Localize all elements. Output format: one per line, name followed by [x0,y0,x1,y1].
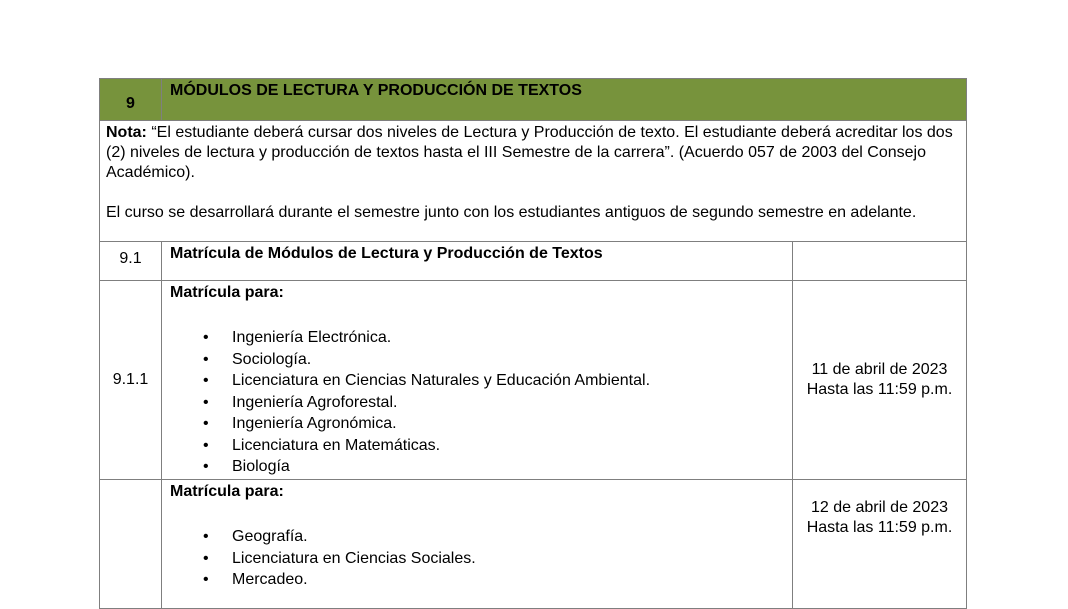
row-title: Matrícula de Módulos de Lectura y Producción de Textos [162,242,793,281]
schedule-table [99,78,967,609]
list-item: • Geografía. [170,526,784,548]
table-row [100,242,967,281]
bullet-icon: • [203,458,209,475]
bullet-icon: • [203,350,209,368]
deadline-line: Hasta las 11:59 p.m. [806,519,953,536]
enrollment-label: Matrícula para: [170,483,284,500]
row-number [100,480,162,609]
row-content [162,480,793,609]
note-row [100,121,967,242]
bullet-icon: • [203,415,209,432]
bullet-icon: • [203,528,209,545]
deadline-line: Hasta las 11:59 p.m. [806,381,953,398]
program-list [170,327,784,478]
table-row [100,281,967,480]
note-cell [100,121,967,242]
list-item: • Licenciatura en Ciencias Naturales y Educación Ambiental. [170,370,784,392]
bullet-icon: • [203,571,209,588]
section-header-row [100,79,967,121]
note-text: “El estudiante deberá cursar dos niveles de Lectura y Producción de texto. El estudiante deberá acreditar los dos (2) niveles de lectura y producción de textos hasta el III Semestre de la carrera”. (Acuerdo 057 de 2003 del Consejo Académico). [106,124,953,181]
enrollment-label: Matrícula para: [170,284,284,301]
row-date [793,281,967,480]
list-item: • Licenciatura en Matemáticas. [170,435,784,457]
table-row [100,480,967,609]
row-date [793,242,967,281]
program-list [170,526,784,591]
bullet-icon: • [203,372,209,389]
note-paragraph-2: El curso se desarrollará durante el semestre junto con los estudiantes antiguos de segundo semestre en adelante. [106,204,917,221]
row-number: 9.1 [100,242,162,281]
list-item: • Mercadeo. [170,569,784,591]
section-title: MÓDULOS DE LECTURA Y PRODUCCIÓN DE TEXTOS [162,79,967,121]
note-paragraph [106,123,960,183]
row-date [793,480,967,609]
bullet-icon: • [203,393,209,411]
list-item: • Licenciatura en Ciencias Sociales. [170,548,784,570]
list-item: • Biología [170,456,784,478]
row-content [162,281,793,480]
date-line: 11 de abril de 2023 [811,361,948,378]
bullet-icon: • [203,549,209,567]
date-line: 12 de abril de 2023 [811,499,948,516]
row-number: 9.1.1 [100,281,162,480]
bullet-icon: • [203,436,209,454]
note-label: Nota: [106,124,147,141]
list-item: • Sociología. [170,349,784,371]
section-number: 9 [100,79,162,121]
list-item: • Ingeniería Agronómica. [170,413,784,435]
list-item: • Ingeniería Agroforestal. [170,392,784,414]
list-item: • Ingeniería Electrónica. [170,327,784,349]
bullet-icon: • [203,329,209,346]
